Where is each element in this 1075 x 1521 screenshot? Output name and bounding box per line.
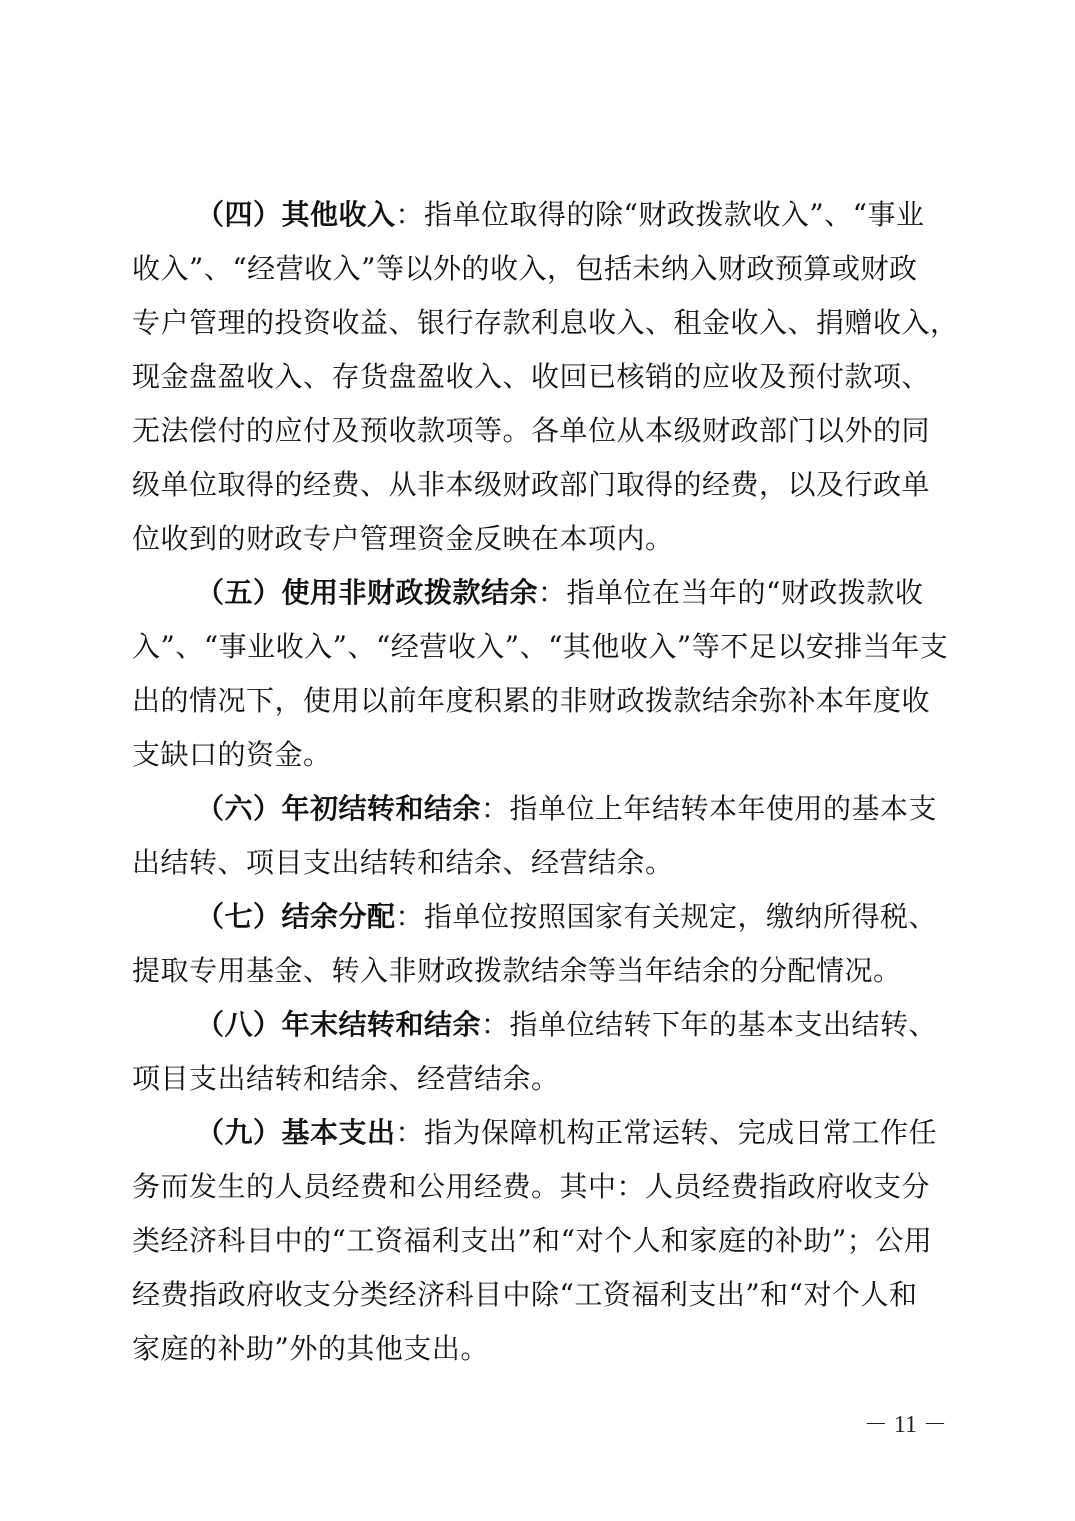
paragraph-line: 支缺口的资金。 [132, 738, 332, 771]
section-seven [132, 890, 952, 998]
section-six [132, 782, 952, 890]
section-eight [132, 998, 952, 1106]
paragraph-text: 指单位按照国家有关规定，缴纳所得税、 [424, 900, 938, 933]
paragraph-line: 类经济科目中的“工资福利支出”和“对个人和家庭的补助”；公用 [132, 1224, 933, 1257]
paragraph-text: 指为保障机构正常运转、完成日常工作任 [424, 1116, 938, 1149]
heading-colon: ： [395, 198, 425, 231]
paragraph-text: 指单位在当年的“财政拨款收 [566, 576, 924, 609]
paragraph-line: 经费指政府收支分类经济科目中除“工资福利支出”和“对个人和 [132, 1278, 918, 1311]
paragraph-line: 项目支出结转和结余、经营结余。 [132, 1062, 560, 1095]
section-heading: （八）年末结转和结余 [196, 1008, 482, 1041]
section-five [132, 566, 952, 782]
section-heading: （四）其他收入 [196, 198, 396, 231]
paragraph-line: 现金盘盈收入、存货盘盈收入、收回已核销的应收及预付款项、 [132, 360, 931, 393]
paragraph-line: 出的情况下，使用以前年度积累的非财政拨款结余弥补本年度收 [132, 684, 931, 717]
section-heading: （五）使用非财政拨款结余 [196, 576, 539, 609]
section-heading: （七）结余分配 [196, 900, 396, 933]
section-nine [132, 1106, 952, 1376]
heading-colon: ： [538, 576, 567, 609]
paragraph-text: 指单位取得的除“财政拨款收入”、“事业 [424, 198, 925, 231]
section-four [132, 188, 959, 566]
paragraph-line: 位收到的财政专户管理资金反映在本项内。 [132, 522, 674, 555]
section-heading: （九）基本支出 [196, 1116, 396, 1149]
paragraph-first-line [132, 890, 952, 944]
heading-colon: ： [481, 1008, 510, 1041]
paragraph-line: 提取专用基金、转入非财政拨款结余等当年结余的分配情况。 [132, 954, 902, 987]
paragraph-text: 指单位上年结转本年使用的基本支 [509, 792, 938, 825]
paragraph-line: 入”、“事业收入”、“经营收入”、“其他收入”等不足以安排当年支 [132, 630, 949, 663]
heading-colon: ： [395, 1116, 425, 1149]
paragraph-line: 家庭的补助”外的其他支出。 [132, 1332, 489, 1365]
paragraph-line: 出结转、项目支出结转和结余、经营结余。 [132, 846, 674, 879]
paragraph-first-line [132, 782, 952, 836]
paragraph-first-line [132, 1106, 952, 1160]
paragraph-line: 收入”、“经营收入”等以外的收入，包括未纳入财政预算或财政 [132, 252, 918, 285]
heading-colon: ： [481, 792, 510, 825]
paragraph-line: 专户管理的投资收益、银行存款利息收入、租金收入、捐赠收入， [132, 306, 959, 339]
paragraph-text: 指单位结转下年的基本支出结转、 [509, 1008, 938, 1041]
paragraph-line: 务而发生的人员经费和公用经费。其中：人员经费指政府收支分 [132, 1170, 931, 1203]
heading-colon: ： [395, 900, 425, 933]
paragraph-line: 级单位取得的经费、从非本级财政部门取得的经费，以及行政单 [132, 468, 931, 501]
paragraph-line: 无法偿付的应付及预收款项等。各单位从本级财政部门以外的同 [132, 414, 931, 447]
paragraph-first-line [132, 566, 952, 620]
page-number: － 11 － [863, 1412, 947, 1438]
document-body [132, 188, 959, 1376]
paragraph-first-line [132, 998, 952, 1052]
section-heading: （六）年初结转和结余 [196, 792, 482, 825]
paragraph-first-line [132, 188, 952, 242]
